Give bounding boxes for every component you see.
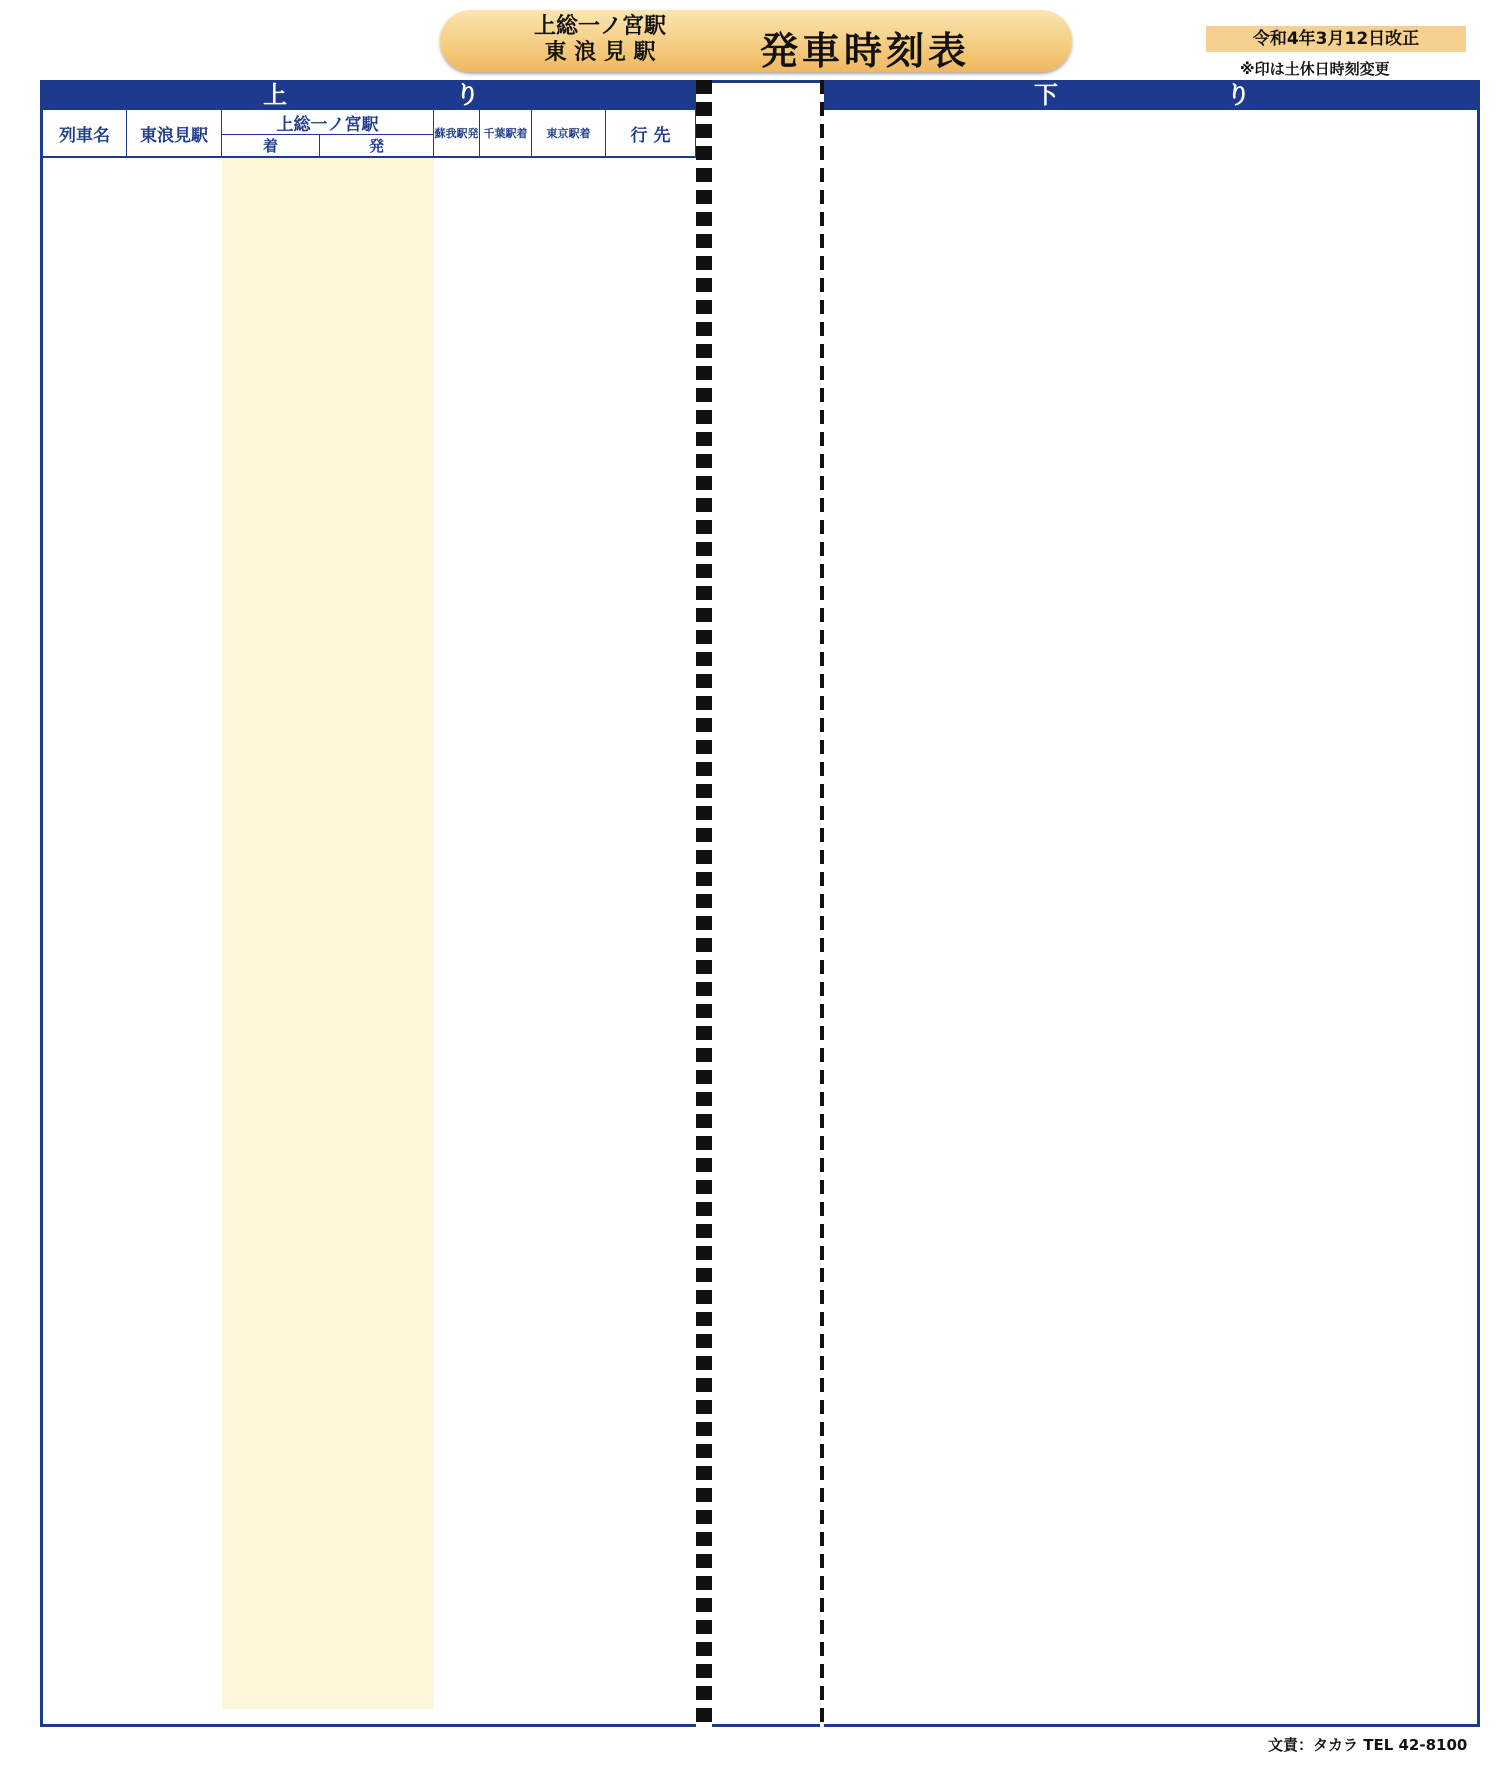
up-cream-band (222, 156, 434, 1709)
up-col-train: 列車名 (43, 110, 127, 156)
down-direction-bar (824, 80, 1477, 110)
film-strip-right (820, 80, 824, 1727)
up-col-torami: 東浪見駅 (127, 110, 222, 156)
up-col-dep: 発 (320, 134, 434, 156)
up-header (43, 110, 696, 158)
up-col-arr: 着 (222, 134, 320, 156)
up-col-dest: 行 先 (606, 110, 696, 156)
ad-column (696, 80, 824, 1727)
station-names (500, 14, 700, 66)
film-strip-left (696, 80, 712, 1727)
up-direction-bar (43, 80, 696, 110)
footer-credit: 文責：タカラ TEL 42-8100 (1268, 1736, 1468, 1754)
station-1: 上総一ノ宮駅 (533, 14, 666, 39)
up-col-soga: 蘇我駅発 (434, 110, 480, 156)
title-plate (440, 10, 1072, 72)
up-col-tokyo: 東京駅着 (532, 110, 606, 156)
up-direction-label: 上 り (263, 81, 560, 109)
down-direction-label: 下 り (1034, 81, 1331, 109)
station-2: 東 浪 見 駅 (544, 40, 656, 65)
page-title: 発車時刻表 (760, 29, 971, 73)
up-col-ichinomiya: 上総一ノ宮駅 (222, 110, 434, 134)
revision-date: 令和4年3月12日改正 (1206, 26, 1466, 52)
up-col-chiba: 千葉駅着 (480, 110, 532, 156)
holiday-note: ※印は土休日時刻変更 (1240, 60, 1390, 78)
